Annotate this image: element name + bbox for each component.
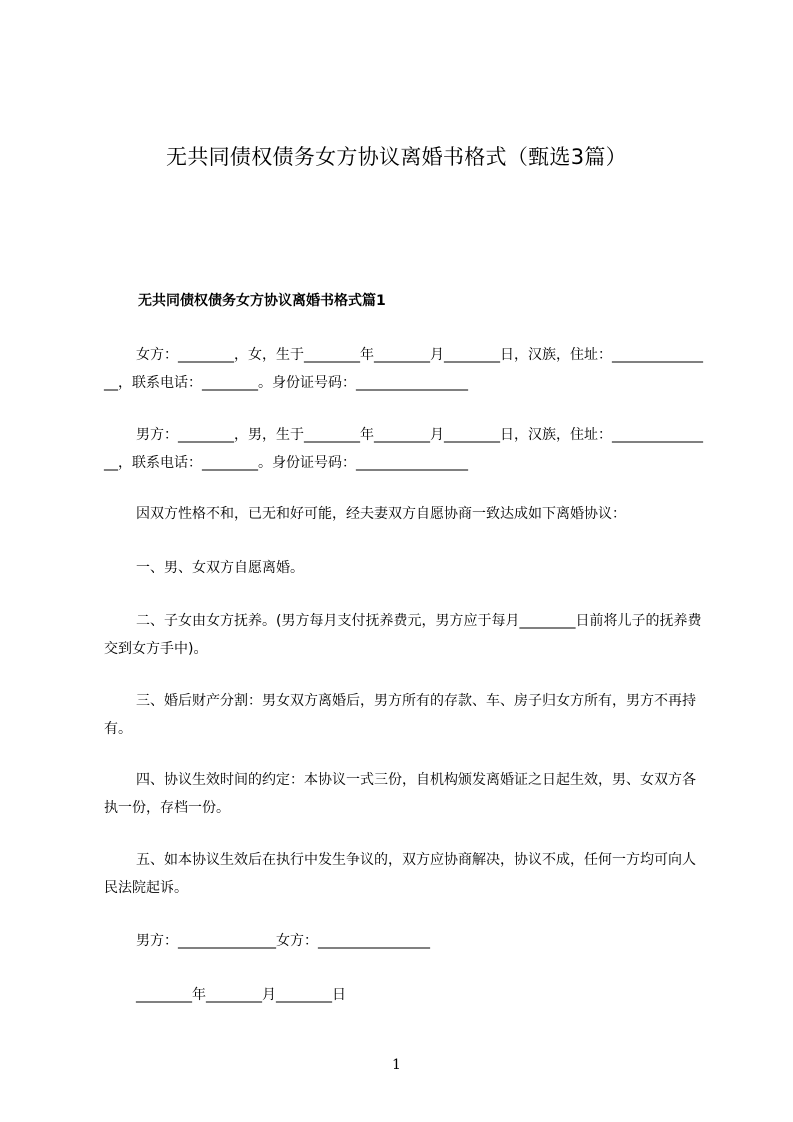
page-number: 1 <box>392 1057 401 1073</box>
document-title: 无共同债权债务女方协议离婚书格式（甄选3篇） <box>166 145 627 169</box>
party-male-info: 男方：________，男，生于________年________月________日，汉族，住址：_______________，联系电话：________。身份证号码：________________ <box>104 427 703 471</box>
clause-2: 二、子女由女方抚养。(男方每月支付抚养费元，男方应于每月________日前将儿子的抚养费交到女方手中)。 <box>104 613 702 657</box>
clause-1: 一、男、女双方自愿离婚。 <box>136 560 304 576</box>
agreement-preamble: 因双方性格不和，已无和好可能，经夫妻双方自愿协商一致达成如下离婚协议： <box>136 506 626 522</box>
clause-5: 五、如本协议生效后在执行中发生争议的，双方应协商解决，协议不成，任何一方均可向人民法院起诉。 <box>104 852 696 896</box>
section-heading: 无共同债权债务女方协议离婚书格式篇1 <box>138 293 386 309</box>
clause-4: 四、协议生效时间的约定：本协议一式三份，自机构颁发离婚证之日起生效，男、女双方各执一份，存档一份。 <box>104 772 696 816</box>
signature-line: 男方：______________女方：________________ <box>136 933 430 949</box>
party-female-info: 女方：________，女，生于________年________月________日，汉族，住址：_______________，联系电话：________。身份证号码：________________ <box>104 347 703 391</box>
clause-3: 三、婚后财产分割：男女双方离婚后，男方所有的存款、车、房子归女方所有，男方不再持有。 <box>104 693 696 737</box>
date-line: ________年________月________日 <box>136 987 346 1003</box>
